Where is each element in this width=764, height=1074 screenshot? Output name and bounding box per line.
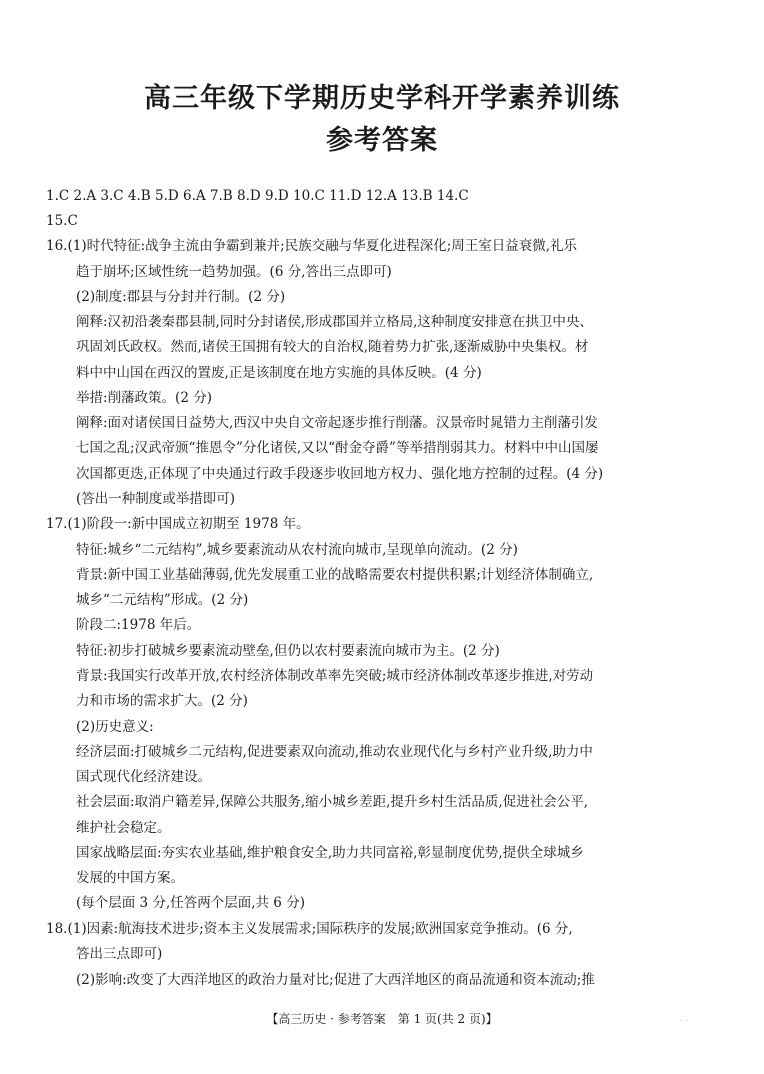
q17-line: 背景:新中国工业基础薄弱,优先发展重工业的战略需要农村提供积累;计划经济体制确立,: [76, 567, 594, 583]
q17-line: 社会层面:取消户籍差异,保障公共服务,缩小城乡差距,提升乡村生活品质,促进社会公平,: [76, 794, 589, 810]
q17-line: 背景:我国实行改革开放,农村经济体制改革率先突破;城市经济体制改革逐步推进,对劳动: [76, 668, 594, 684]
q17-line: 力和市场的需求扩大。(2 分): [76, 693, 248, 709]
q17-line: 特征:城乡“二元结构”,城乡要素流动从农村流向城市,呈现单向流动。(2 分): [76, 542, 518, 558]
q18-line: 答出三点即可): [76, 946, 163, 962]
q17-line: 经济层面:打破城乡二元结构,促进要素双向流动,推动农业现代化与乡村产业升级,助力中: [76, 744, 593, 760]
q17-line: (2)历史意义:: [76, 719, 154, 735]
page-title: 高三年级下学期历史学科开学素养训练: [144, 83, 620, 114]
q16-line: 阐释:面对诸侯国日益势大,西汉中央自文帝起逐步推行削藩。汉景帝时晁错力主削藩引发: [76, 415, 598, 431]
q16-line: 次国都更迭,正体现了中央通过行政手段逐步收回地方权力、强化地方控制的过程。(4 分): [76, 466, 604, 482]
q16-line: (答出一种制度或举措即可): [76, 491, 236, 507]
q17-line: 阶段二:1978 年后。: [76, 617, 201, 633]
q17-line: 特征:初步打破城乡要素流动壁垒,但仍以农村要素流向城市为主。(2 分): [76, 643, 500, 659]
q16-line: 阐释:汉初沿袭秦郡县制,同时分封诸侯,形成郡国并立格局,这种制度安排意在拱卫中央、: [76, 314, 593, 330]
q18-line: (2)影响:改变了大西洋地区的政治力量对比;促进了大西洋地区的商品流通和资本流动;推: [76, 972, 595, 988]
q17-line: 城乡“二元结构”形成。(2 分): [76, 592, 249, 608]
page-subtitle: 参考答案: [326, 125, 438, 156]
q16-line: 七国之乱;汉武帝颁“推恩令”分化诸侯,又以“酎金夺爵”等举措削弱其力。材料中中山国屡: [76, 440, 599, 456]
q16-line: 16.(1)时代特征:战争主流由争霸到兼并;民族交融与华夏化进程深化;周王室日益衰微,礼乐: [46, 238, 578, 254]
page-footer: 【高三历史 · 参考答案 第 1 页(共 2 页)】: [266, 1012, 498, 1026]
q17-line: (每个层面 3 分,任答两个层面,共 6 分): [76, 895, 305, 911]
q17-line: 国式现代化经济建设。: [76, 769, 211, 785]
q17-line: 发展的中国方案。: [76, 870, 184, 886]
q16-line: 料中中山国在西汉的置废,正是该制度在地方实施的具体反映。(4 分): [76, 365, 482, 381]
q17-line: 17.(1)阶段一:新中国成立初期至 1978 年。: [46, 516, 310, 532]
q16-line: 趋于崩坏;区域性统一趋势加强。(6 分,答出三点即可): [76, 264, 392, 280]
choice-answers-line-1: 1.C 2.A 3.C 4.B 5.D 6.A 7.B 8.D 9.D 10.C 11.D 12.A 13.B 14.C: [46, 188, 469, 204]
choice-answers-line-2: 15.C: [46, 213, 78, 229]
q17-line: 国家战略层面:夯实农业基础,维护粮食安全,助力共同富裕,彰显制度优势,提供全球城乡: [76, 845, 584, 861]
q16-line: (2)制度:郡县与分封并行制。(2 分): [76, 289, 286, 305]
q18-line: 18.(1)因素:航海技术进步;资本主义发展需求;国际秩序的发展;欧洲国家竞争推动。(6 分,: [46, 921, 573, 937]
corner-mark: . .: [680, 1014, 689, 1024]
q16-line: 举措:削藩政策。(2 分): [76, 390, 212, 406]
q17-line: 维护社会稳定。: [76, 820, 171, 836]
q16-line: 巩固刘氏政权。然而,诸侯王国拥有较大的自治权,随着势力扩张,逐渐威胁中央集权。材: [76, 339, 589, 355]
